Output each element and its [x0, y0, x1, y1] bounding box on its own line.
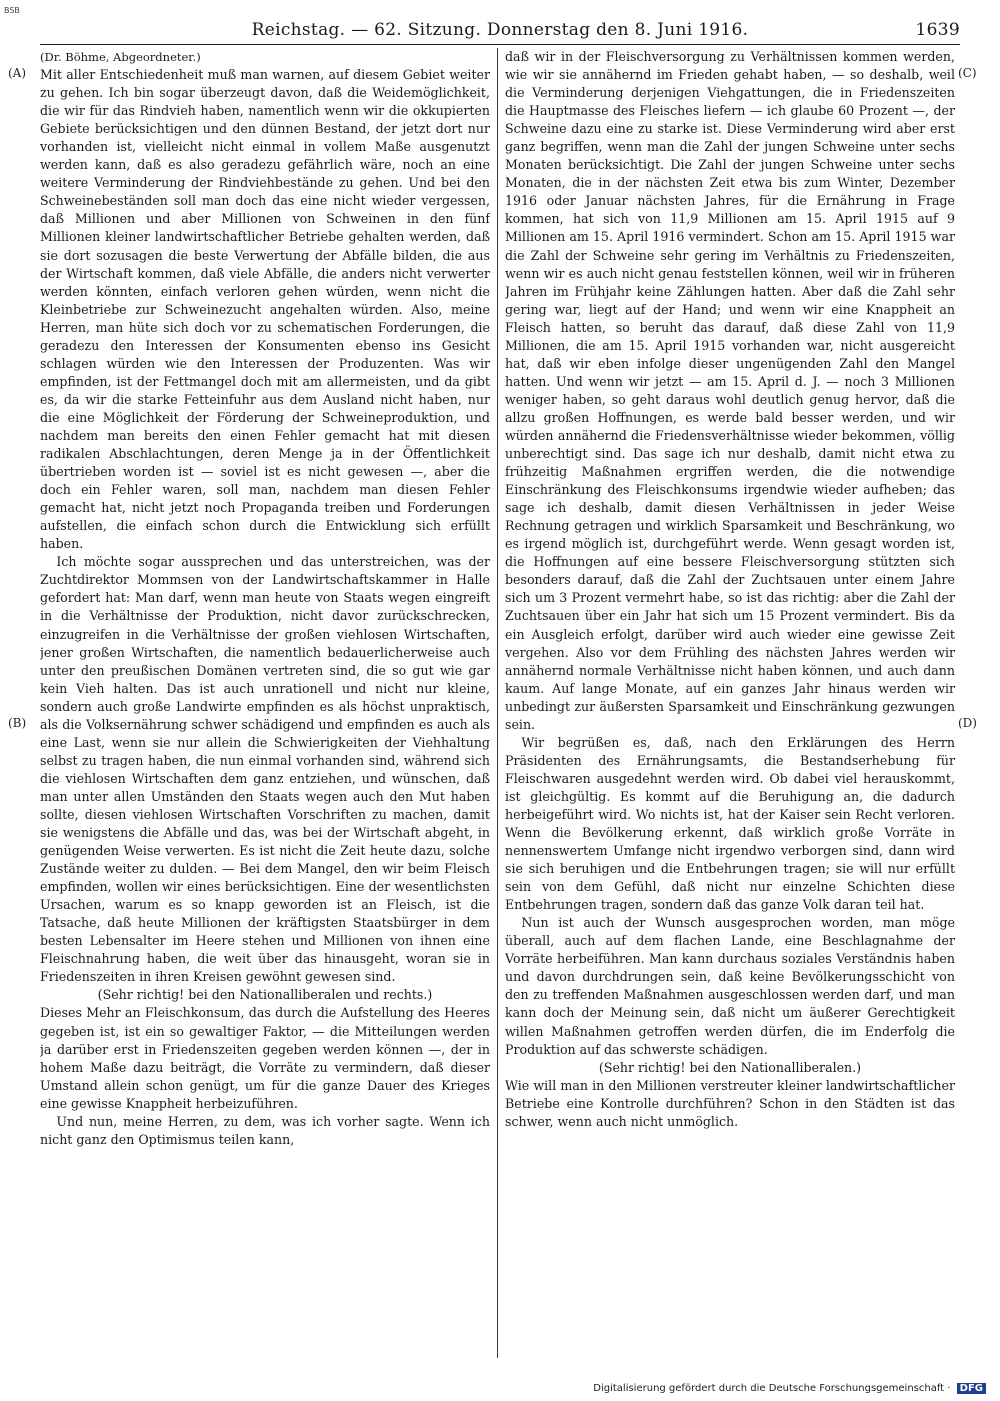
footer-text: Digitalisierung gefördert durch die Deutsche Forschungsgemeinschaft [593, 1383, 945, 1394]
interjection: (Sehr richtig! bei den Nationalliberalen und rechts.) [97, 987, 433, 1003]
paragraph: daß wir in der Fleischversorgung zu Verhältnissen kommen werden, wie wir sie annähernd im Frieden gehabt haben, — so deshalb, weil die Verminderung derjenigen Viehgattungen, die in Friedenszeiten die Hauptmasse des Fleisches liefern — ich glaube 60 Prozent —, der Schweine dazu eine zu starke ist. Diese Verminderung wird aber erst ganz begriffen, wenn man die Zahl der jungen Schweine unter sechs Monaten berücksichtigt. Die Zahl der jungen Schweine unter sechs Monaten, die in der nächsten Zeit etwa bis zum Winter, Dezember 1916 oder Januar nächsten Jahres, für die Ernährung in Frage kommen, hat sich von 11,9 Millionen am 15. April 1915 auf 9 Millionen am 15. April 1916 vermindert. Schon am 15. April 1915 war die Zahl der Schweine sehr gering im Verhältnis zu Friedenszeiten, wenn wir es auch nicht genau feststellen können, weil wir in früheren Jahren im Frühjahr keine Zählungen hatten. Aber daß die Zahl sehr gering war, liegt auf der Hand; und wenn wir eine Knappheit an Fleisch hatten, so beruht das darauf, daß diese Zahl von 11,9 Millionen, die am 15. April 1915 vorhanden war, nicht ausgereicht hat, daß wir eben infolge dieser ungenügenden Zahl den Mangel hatten. Und wenn wir jetzt — am 15. April d. J. — noch 3 Millionen weniger haben, so geht daraus wohl deutlich genug hervor, daß die allzu großen Hoffnungen, es werde bald besser werden, und wir würden annähernd die Friedensverhältnisse wieder bekommen, völlig unberechtigt sind. Das sage ich nur deshalb, damit nicht etwa zu frühzeitig Maßnahmen ergriffen werden, die die notwendige Einschränkung des Fleischkonsums irgendwie wieder aufheben; das sage ich deshalb, damit diesen Verhältnissen in jeder Weise Rechnung getragen und wirklich Sparsamkeit und Beschränkung, wo es irgend möglich ist, durchgeführt werde. Wenn gesagt worden ist, die Hoffnungen auf eine bessere Fleischversorgung stützten sich besonders darauf, daß die Zahl der Zuchtsauen unter einem Jahre sich um 3 Prozent vermehrt habe, so ist das richtig: aber die Zahl der Zuchtsauen über ein Jahr hat sich um 15 Prozent vermindert. Bis da ein Ausgleich erfolgt, darüber wird auch wieder eine gewisse Zeit vergehen. Also vor dem Frühling des nächsten Jahres werden wir annähernd normale Verhältnisse nicht haben können, und auch dann kaum. Auf lange Monate, auf ein ganzes Jahr hinaus werden wir unbedingt zur äußersten Sparsamkeit und Einschränkung gezwungen sein. [505, 49, 955, 732]
margin-marker-b: (B) [8, 716, 27, 730]
library-stamp: BSB [4, 6, 20, 15]
margin-marker-c: (C) [958, 66, 977, 80]
paragraph: Dieses Mehr an Fleischkonsum, das durch die Aufstellung des Heeres gegeben ist, ist ein so gewaltiger Faktor, — die Mitteilungen werden ja darüber erst in Friedenszeiten gegeben werden können —, der in hohem Maße dazu beiträgt, die Vorräte zu vermindern, daß dieser Umstand allein schon genügt, um für die ganze Dauer des Krieges eine gewisse Knappheit herbeizuführen. [40, 1005, 490, 1111]
paragraph: Und nun, meine Herren, zu dem, was ich vorher sagte. Wenn ich nicht ganz den Optimismus teilen kann, [40, 1113, 490, 1147]
interjection: (Sehr richtig! bei den Nationalliberalen.) [598, 1059, 862, 1075]
paragraph: Ich möchte sogar aussprechen und das unterstreichen, was der Zuchtdirektor Mommsen von der Landwirtschaftskammer in Halle gefordert hat: Man darf, wenn man heute von Staats wegen eingreift in die Verhältnisse der Produktion, nicht davor zurückschrecken, einzugreifen in die Verhältnisse der großen viehlosen Wirtschaften, jener großen Wirtschaften, die namentlich bedauerlicherweise auch unter den preußischen Domänen vertreten sind, die so gut wie gar kein Vieh halten. Das ist auch unrationell und nicht nur kleine, sondern auch große Landwirte empfinden es als höchst unpraktisch, als die Volksernährung schwer schädigend und empfinden es auch als eine Last, wenn sie nur allein die Schwierigkeiten der Viehhaltung selbst zu tragen haben, die nun einmal vorhanden sind, während sich die viehlosen Wirtschaften dem ganz entziehen, und wünschen, daß man unter allen Umständen den Staats wegen auch den Mut haben sollte, diesen viehlosen Wirtschaften Vorschriften zu machen, damit sie wenigstens die Abfälle und das, was bei der Wirtschaft abgeht, in genügenden Weise verwerten. Es ist nicht die Zeit heute dazu, solche Zustände weiter zu dulden. — Bei dem Mangel, den wir beim Fleisch empfinden, wollen wir eines berücksichtigen. Eine der wesentlichsten Ursachen, warum es so knapp geworden ist an Fleisch, ist die Tatsache, daß heute Millionen der kräftigsten Staatsbürger in dem besten Lebensalter im Heere stehen und Millionen von ihnen eine Fleischnahrung haben, die weit über das hinausgeht, woran sie in Friedenszeiten in ihren Kreisen gewöhnt gewesen sind. [40, 554, 490, 985]
paragraph: Mit aller Entschiedenheit muß man warnen, auf diesem Gebiet weiter zu gehen. Ich bin sogar überzeugt davon, daß die Weidemöglichkeit, die wir für das Rindvieh haben, namentlich wenn wir die okkupierten Gebiete berücksichtigen und den dünnen Bestand, der jetzt dort nur vorhanden ist, vielleicht nicht einmal in vollem Maße ausgenutzt werden kann, daß es also geradezu gefährlich wäre, noch an eine weitere Verminderung der Rindviehbestände zu gehen. Und bei den Schweinebeständen soll man doch das eine nicht wieder vergessen, daß Millionen und aber Millionen von Schweinen in den fünf Millionen kleiner landwirtschaftlicher Betriebe gehalten werden, daß sie dort sozusagen die beste Verwertung der Abfälle bilden, die aus der Wirtschaft kommen, daß viele Abfälle, die anders nicht verwerter werden könnten, einfach verloren gehen würden, wenn nicht die Kleinbetriebe zur Schweinezucht angehalten würden. Also, meine Herren, man hüte sich doch vor zu schematischen Forderungen, die geradezu den Interessen der Konsumenten ebenso ins Gesicht schlagen würden wie den Interessen der Produzenten. Was wir empfinden, ist der Fettmangel doch mit am allermeisten, und da gibt es, da wir die starke Fetteinfuhr aus dem Ausland nicht haben, nur die eine Möglichkeit der Förderung der Schweineproduktion, und nachdem man bereits den einen Fehler gemacht hat mit diesen radikalen Abschlachtungen, deren Menge ja in der Öffentlichkeit übertrieben worden ist — soviel ist es nicht gewesen —, aber die doch ein Fehler waren, soll man, nachdem man diesen Fehler gemacht hat, nicht jetzt noch Propaganda treiben und Forderungen aufstellen, die einfach schon durch die Entwicklung sich erfüllt haben. [40, 67, 490, 552]
margin-marker-a: (A) [8, 66, 27, 80]
column-divider [497, 48, 498, 1358]
paragraph: Wir begrüßen es, daß, nach den Erklärungen des Herrn Präsidenten des Ernährungsamts, die Bestandserhebung für Fleischwaren ausgedehnt werden wird. Ob dabei viel herauskommt, ist gleichgültig. Es kommt auf die Beruhigung an, die dadurch herbeigeführt wird. Wo nichts ist, hat der Kaiser sein Recht verloren. Wenn die Bevölkerung erkennt, daß wirklich große Vorräte in nennenswertem Umfange nicht irgendwo verborgen sind, dann wird sie sich beruhigen und die Entbehrungen tragen; sie will nur erfüllt sein von dem Gefühl, daß nicht nur einzelne Schichten diese Entbehrungen tragen, sondern daß das ganze Volk daran teil hat. [505, 734, 955, 913]
right-column [505, 48, 955, 1358]
page-number: 1639 [915, 20, 960, 40]
dfg-logo-icon: DFG [957, 1383, 986, 1394]
page-header [40, 18, 960, 45]
header-title: Reichstag. — 62. Sitzung. Donnerstag den 8. Juni 1916. [251, 20, 749, 40]
paragraph: Wie will man in den Millionen verstreuter kleiner landwirtschaftlicher Betriebe eine Kontrolle durchführen? Schon in den Städten ist das schwer, wenn auch nicht unmöglich. [505, 1077, 955, 1129]
paragraph: Nun ist auch der Wunsch ausgesprochen worden, man möge überall, auch auf dem flachen Lande, eine Beschlagnahme der Vorräte herbeiführen. Man kann durchaus soziales Verständnis haben und davon durchdrungen sein, daß keine Bevölkerungsschicht von den zu treffenden Maßnahmen ausgeschlossen werden darf, und man kann doch der Meinung sein, daß nicht um äußerer Gerechtigkeit willen Maßnahmen getroffen werden dürfen, die im Enderfolg die Produktion auf das schwerste schädigen. [505, 915, 955, 1057]
footer-credit: Digitalisierung gefördert durch die Deutsche Forschungsgemeinschaft · DFG [593, 1383, 986, 1394]
speaker-line: (Dr. Böhme, Abgeordneter.) [40, 50, 201, 64]
margin-marker-d: (D) [958, 716, 977, 730]
left-column [40, 48, 490, 1358]
